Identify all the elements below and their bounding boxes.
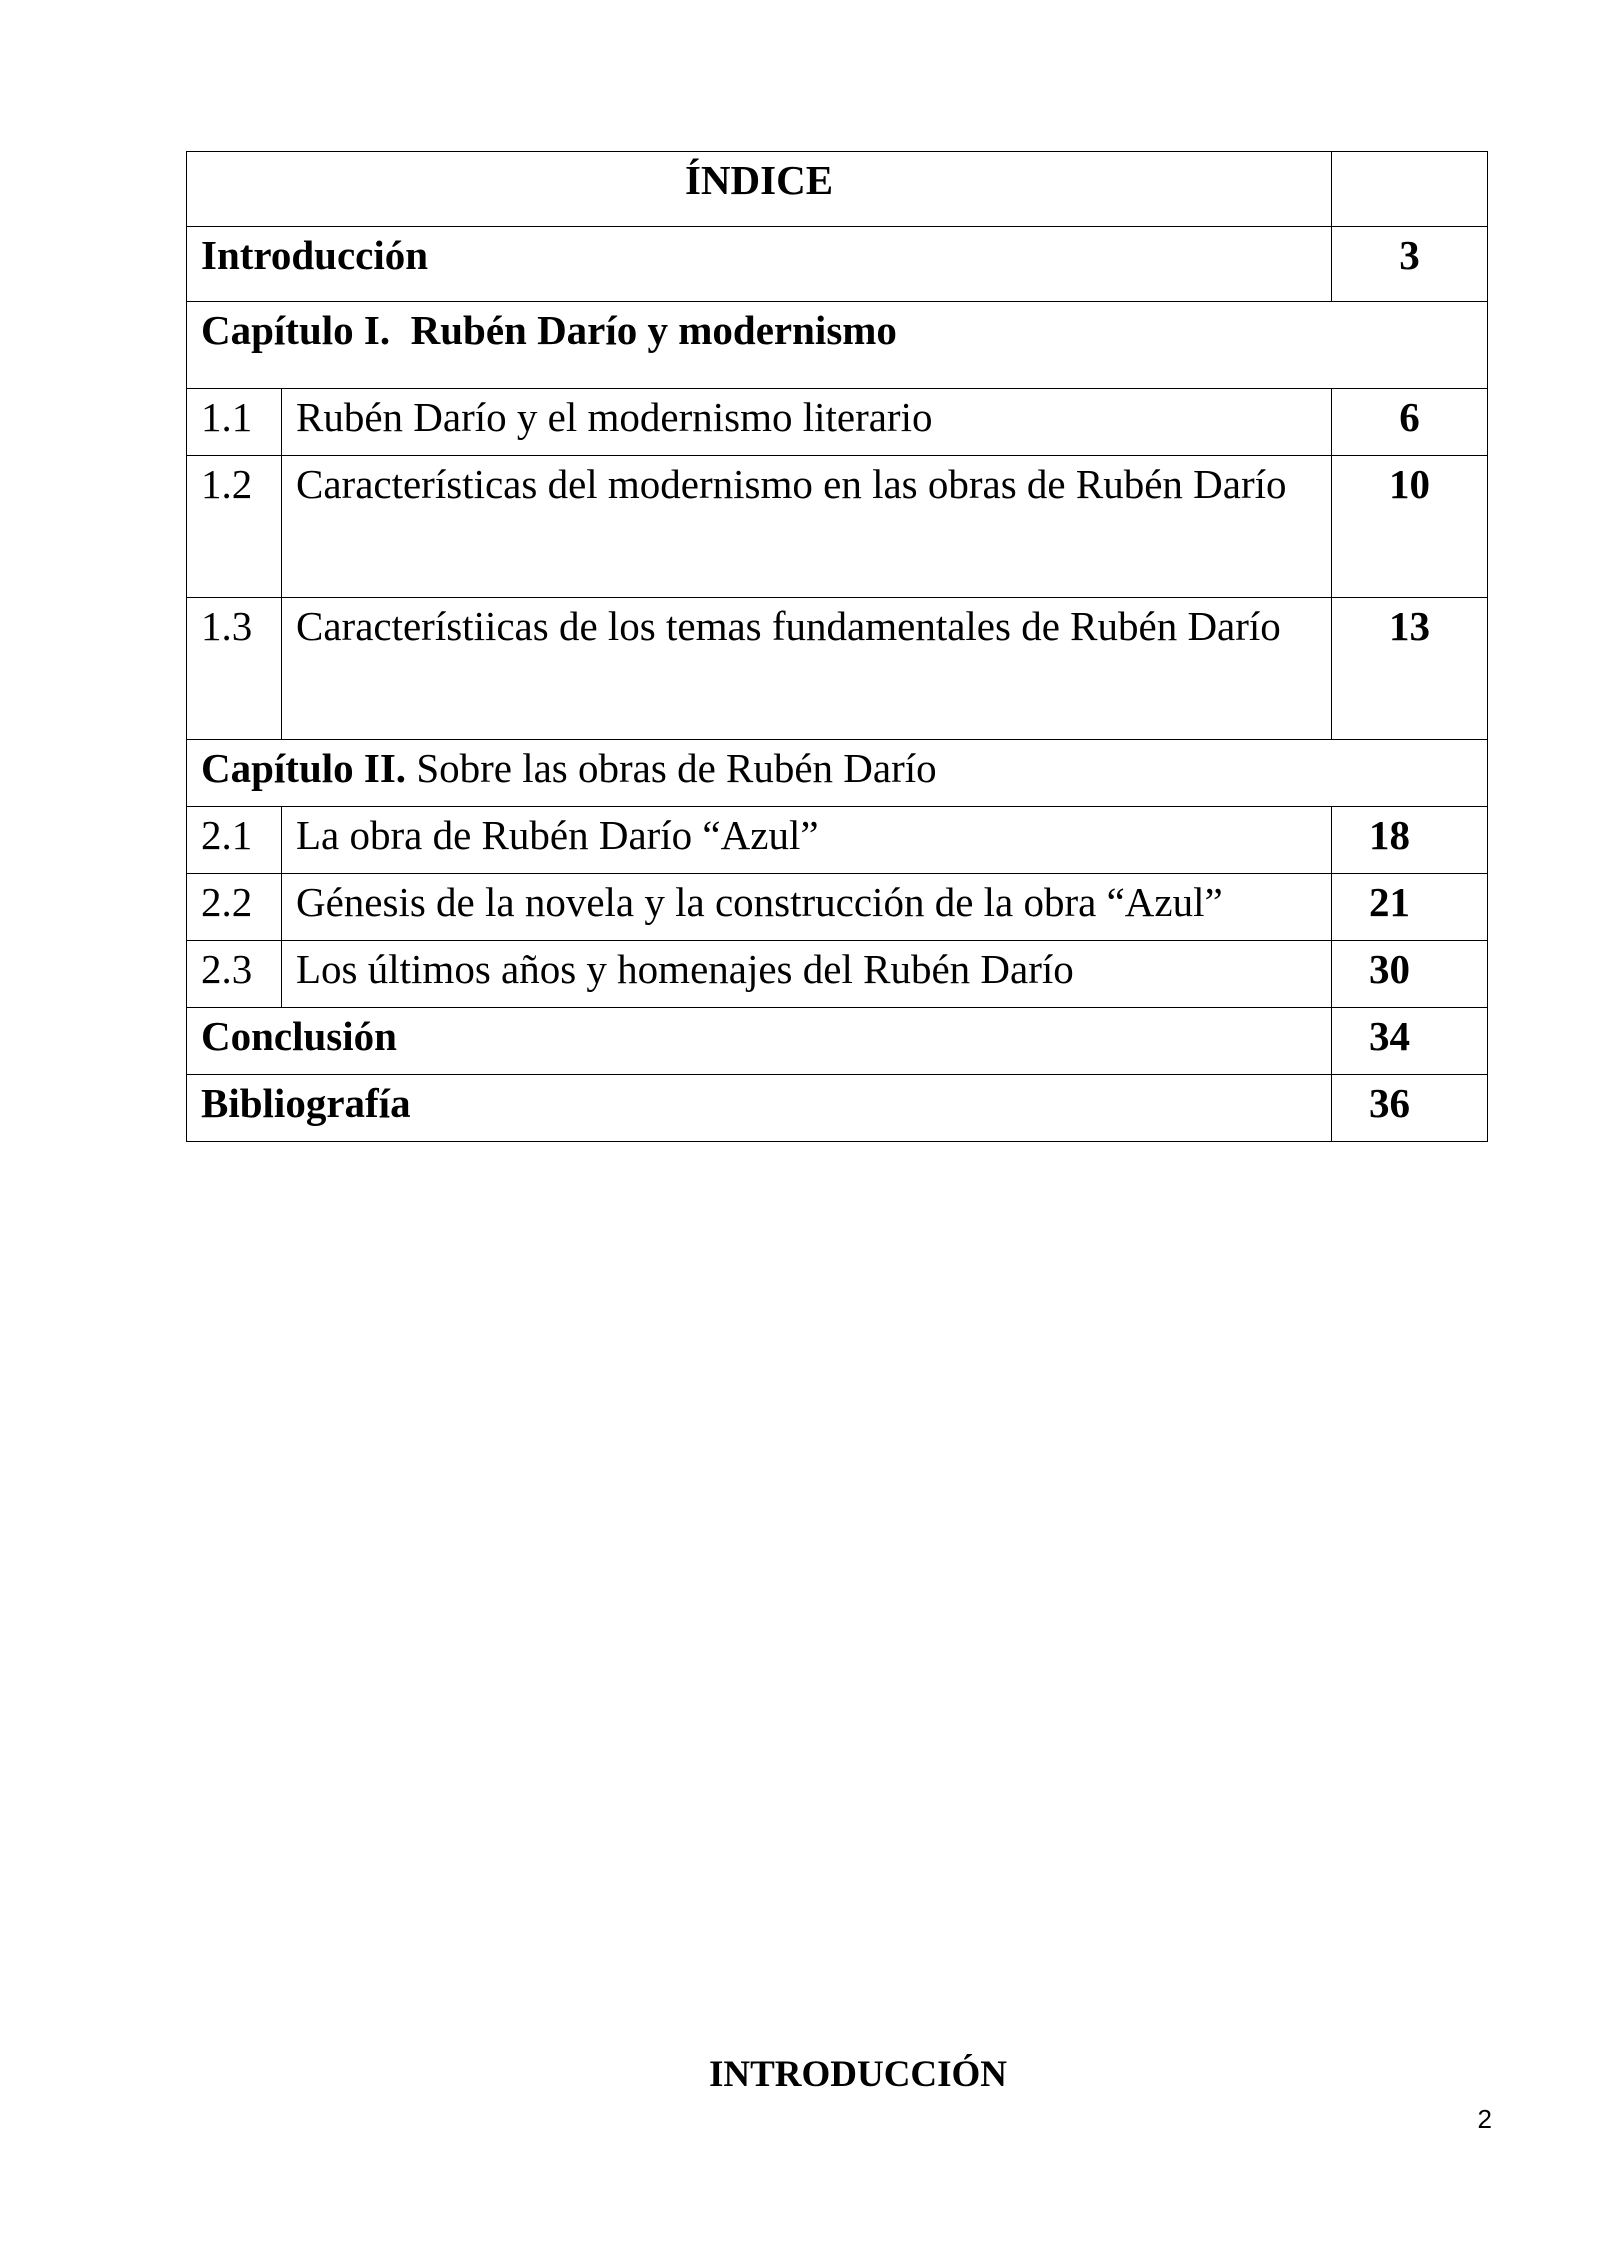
toc-text-2-3: Los últimos años y homenajes del Rubén Darío (282, 941, 1332, 1008)
toc-row-1-2 (187, 456, 1488, 598)
toc-page-2-2: 21 (1332, 874, 1488, 941)
section-heading-introduction: INTRODUCCIÓN (708, 2054, 1008, 2095)
toc-title-row (187, 152, 1488, 227)
toc-page-1-1: 6 (1332, 389, 1488, 456)
toc-entry-bibliography: Bibliografía (187, 1075, 1332, 1142)
toc-text-2-2: Génesis de la novela y la construcción de la obra “Azul” (282, 874, 1332, 941)
chapter-2-prefix: Capítulo II. (201, 745, 407, 791)
toc-text-1-3 (282, 598, 1332, 740)
toc-page-1-2: 10 (1332, 456, 1488, 598)
toc-page-2-1: 18 (1332, 807, 1488, 874)
toc-row-2-1 (187, 807, 1488, 874)
toc-num-1-3: 1.3 (187, 598, 282, 740)
toc-entry-introduction: Introducción (187, 227, 1332, 302)
chapter-2-title: Sobre las obras de Rubén Darío (416, 745, 937, 791)
toc-chapter-2-heading (187, 740, 1488, 807)
toc-row-conclusion (187, 1008, 1488, 1075)
toc-page-conclusion: 34 (1332, 1008, 1488, 1075)
toc-row-chapter-1 (187, 302, 1488, 389)
toc-chapter-1-heading (187, 302, 1488, 389)
toc-entry-conclusion: Conclusión (187, 1008, 1332, 1075)
toc-num-1-2: 1.2 (187, 456, 282, 598)
table-of-contents (186, 151, 1488, 1142)
toc-text-1-3-inner: Característiicas de los temas fundamentales de Rubén Darío (296, 603, 1281, 649)
toc-num-2-3: 2.3 (187, 941, 282, 1008)
toc-row-2-2 (187, 874, 1488, 941)
chapter-1-prefix: Capítulo I. (201, 307, 391, 353)
toc-title: ÍNDICE (187, 152, 1332, 227)
toc-num-2-2: 2.2 (187, 874, 282, 941)
toc-page-1-3: 13 (1332, 598, 1488, 740)
toc-text-2-1: La obra de Rubén Darío “Azul” (282, 807, 1332, 874)
toc-row-chapter-2 (187, 740, 1488, 807)
toc-row-introduction (187, 227, 1488, 302)
toc-title-page-cell (1332, 152, 1488, 227)
chapter-1-title: Rubén Darío y modernismo (410, 307, 897, 353)
page-number: 2 (1477, 2104, 1492, 2134)
toc-row-1-1 (187, 389, 1488, 456)
toc-page-introduction: 3 (1332, 227, 1488, 302)
toc-text-1-2-inner: Características del modernismo en las obras de Rubén Darío (296, 461, 1287, 507)
toc-num-1-1: 1.1 (187, 389, 282, 456)
toc-num-2-1: 2.1 (187, 807, 282, 874)
toc-text-1-1: Rubén Darío y el modernismo literario (282, 389, 1332, 456)
toc-row-2-3 (187, 941, 1488, 1008)
toc-row-1-3 (187, 598, 1488, 740)
toc-page-bibliography: 36 (1332, 1075, 1488, 1142)
toc-page-2-3: 30 (1332, 941, 1488, 1008)
toc-text-1-2 (282, 456, 1332, 598)
toc-row-bibliography (187, 1075, 1488, 1142)
